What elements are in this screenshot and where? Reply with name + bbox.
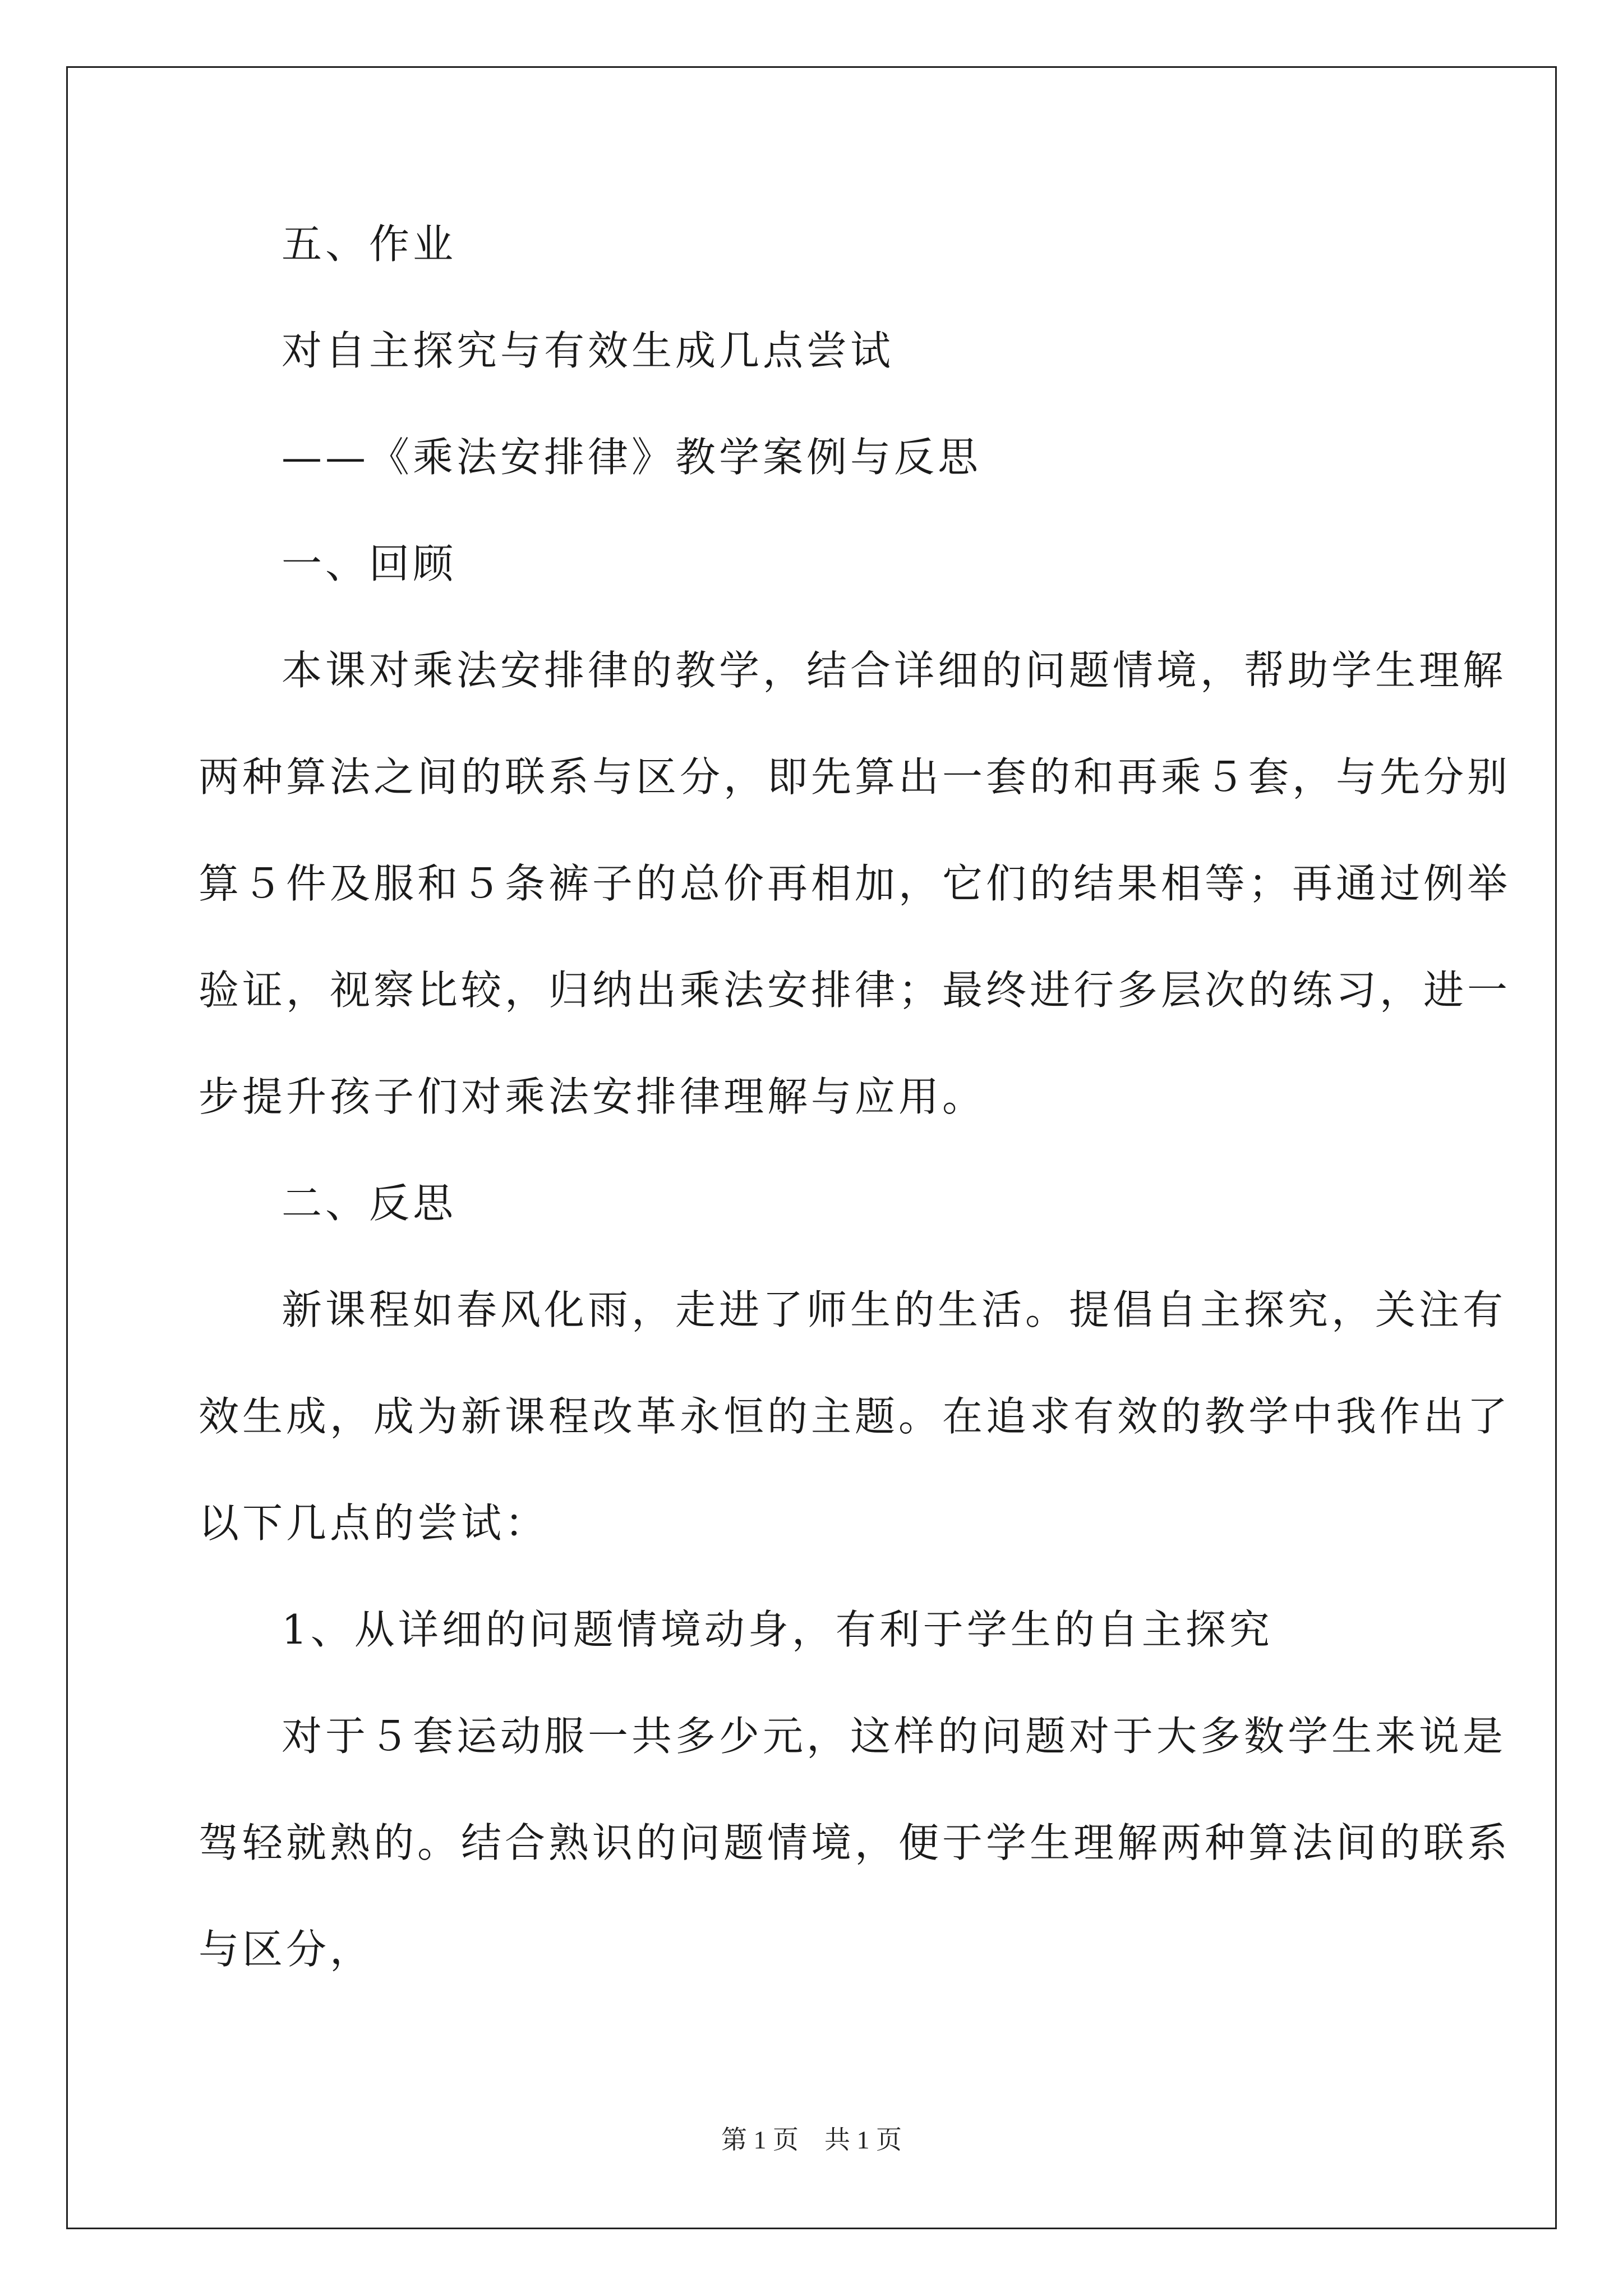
section-heading-review: 一、回顾 [282,540,457,587]
paragraph-line: 以下几点的尝试： [199,1499,549,1547]
section-heading-homework: 五、作业 [282,220,457,268]
paragraph-line: 效生成，成为新课程改革永恒的主题。在追求有效的教学中我作出了 [199,1393,1511,1440]
paragraph-line: 驾轻就熟的。结合熟识的问题情境，便于学生理解两种算法间的联系 [199,1819,1511,1866]
paragraph-line: 与区分， [199,1926,374,1973]
paragraph-line: 两种算法之间的联系与区分，即先算出一套的和再乘５套，与先分别 [199,753,1511,800]
paragraph-line: 验证，视察比较，归纳出乘法安排律；最终进行多层次的练习，进一 [199,967,1511,1014]
paragraph-line: 对于５套运动服一共多少元，这样的问题对于大多数学生来说是 [282,1713,1507,1760]
paragraph-line: 本课对乘法安排律的教学，结合详细的问题情境，帮助学生理解 [282,647,1507,694]
page-border [66,66,1557,2229]
paragraph-line: 算５件及服和５条裤子的总价再相加，它们的结果相等；再通过例举 [199,860,1511,907]
section-heading-reflection: 二、反思 [282,1180,457,1227]
paragraph-line: 新课程如春风化雨，走进了师生的生活。提倡自主探究，关注有 [282,1286,1507,1333]
subsection-heading: 1、从详细的问题情境动身，有利于学生的自主探究 [282,1606,1273,1653]
article-title: 对自主探究与有效生成几点尝试 [282,327,895,374]
article-subtitle: ——《乘法安排律》教学案例与反思 [282,434,982,481]
paragraph-line: 步提升孩子们对乘法安排律理解与应用。 [199,1073,986,1120]
page-number-footer: 第 1 页 共 1 页 [721,2125,902,2154]
